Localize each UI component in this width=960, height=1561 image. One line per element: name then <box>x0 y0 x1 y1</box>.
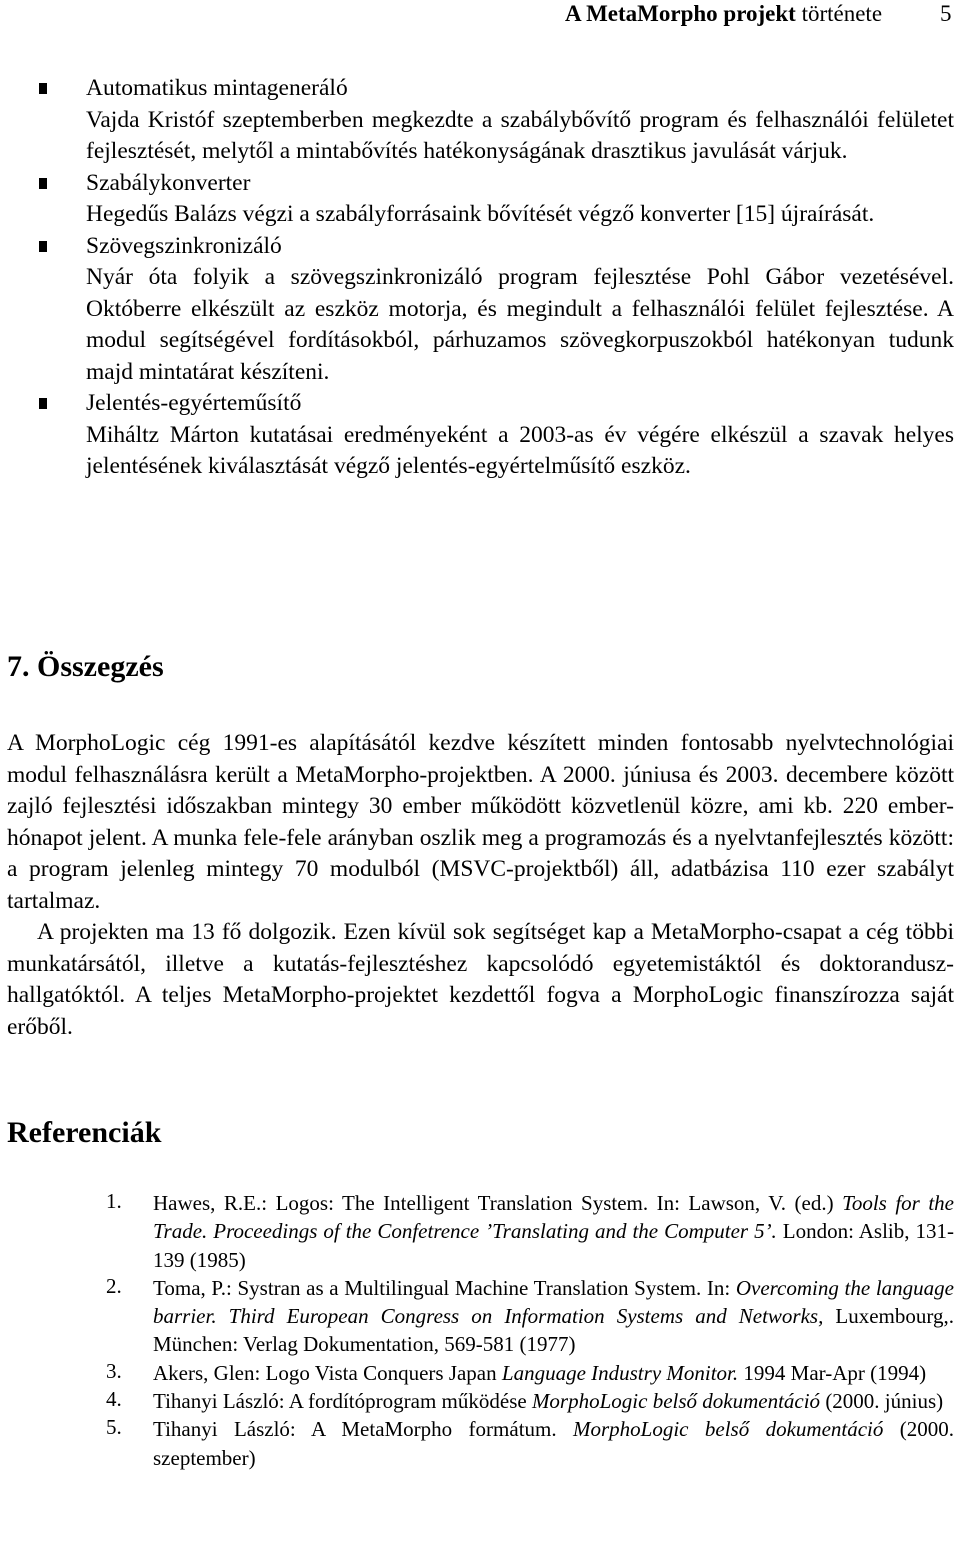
reference-text-italic: MorphoLogic belső dokumentáció <box>531 1389 821 1414</box>
reference-text-plain: Hawes, R.E.: Logos: The Intelligent Translation System. In: Lawson, V. (ed.) <box>153 1191 843 1215</box>
reference-item <box>0 1415 960 1472</box>
reference-text-italic: Tools for the Trade. Proceedings of the Confetrence ’Translating and the Computer 5’. <box>153 1191 955 1244</box>
bullet-heading: Szövegszinkronizáló <box>86 232 282 259</box>
square-bullet-icon <box>39 83 47 94</box>
bullet-text: Hegedűs Balázs végzi a szabályforrásaink bővítését végző konverter [15] újraírását. <box>86 201 875 227</box>
square-bullet-icon <box>39 241 47 252</box>
reference-text-plain: London: Aslib, 131-139 (1985) <box>153 1219 954 1272</box>
reference-text-plain: (2000. június) <box>820 1389 944 1414</box>
reference-text <box>153 1415 954 1472</box>
reference-text-plain: Luxembourg,. München: Verlag Dokumentation, 569-581 (1977) <box>153 1304 954 1357</box>
square-bullet-icon <box>39 178 47 189</box>
reference-text <box>153 1274 954 1359</box>
summary-paragraph: A projekten ma 13 fő dolgozik. Ezen kívül sok segítséget kap a MetaMorpho-csapat a cég többi munkatársától, illetve a kutatás-fejlesztéshez kapcsolódó egyetemistáktól és doktorandusz-hallgatóktól. A teljes MetaMorpho-projektet kezdettől fogva a MorphoLogic finanszírozza saját erőből. <box>7 919 954 1040</box>
reference-item <box>0 1189 960 1274</box>
reference-number: 5. <box>106 1415 122 1440</box>
bullet-list <box>0 73 960 483</box>
summary-body <box>7 728 954 1043</box>
reference-text-plain: Tihanyi László: A fordítóprogram működése <box>153 1389 532 1414</box>
reference-text-plain: Toma, P.: Systran as a Multilingual Machine Translation System. In: <box>153 1275 736 1300</box>
bullet-heading: Szabálykonverter <box>86 169 251 196</box>
running-title <box>565 1 882 27</box>
reference-text-plain: Tihanyi László: A MetaMorpho formátum. <box>153 1417 573 1442</box>
reference-number: 2. <box>106 1273 122 1298</box>
bullet-heading: Automatikus mintageneráló <box>86 75 348 101</box>
section-heading-references: Referenciák <box>7 1116 162 1149</box>
summary-paragraph: A MorphoLogic cég 1991-es alapításától kezdve készített minden fontosabb nyelvtechnológiai modul felhasználásra került a MetaMorpho-projektben. A 2000. júniusa és 2003. decembere között zajló fejlesztési időszakban mintegy 30 ember működött közvetlenül közre, ami kb. 220 ember-hónapot jelent. A munka fele-fele arányban oszlik meg a programozás és a nyelvtanfejlesztés között: a program jelenleg mintegy 70 modulból (MSVC-projektből) áll, adatbázisa 110 ezer szabályt tartalmaz. <box>7 730 954 914</box>
reference-item <box>0 1387 960 1415</box>
reference-text-italic: Overcoming the language barrier. Third European Congress on Information Systems and Networks, <box>153 1275 954 1329</box>
reference-text <box>153 1189 954 1274</box>
reference-number: 3. <box>106 1358 122 1383</box>
page-number: 5 <box>940 1 952 26</box>
bullet-item <box>0 73 960 168</box>
square-bullet-icon <box>39 398 47 409</box>
reference-text <box>153 1387 954 1415</box>
reference-item <box>0 1359 960 1387</box>
reference-text <box>153 1359 954 1387</box>
bullet-item <box>0 231 960 389</box>
reference-text-italic: MorphoLogic belső dokumentáció <box>573 1417 884 1442</box>
reference-text-plain: (2000. szeptember) <box>153 1417 954 1470</box>
bullet-item <box>0 388 960 483</box>
bullet-item <box>0 168 960 231</box>
reference-list <box>0 1189 960 1472</box>
bullet-heading: Jelentés-egyérteműsítő <box>86 390 302 416</box>
running-title-bold: A MetaMorpho projekt <box>565 1 796 26</box>
running-title-rest: története <box>801 1 883 26</box>
reference-number: 4. <box>106 1387 122 1412</box>
reference-number: 1. <box>106 1189 122 1213</box>
bullet-text: Vajda Kristóf szeptemberben megkezdte a szabálybővítő program és felhasználói felületet fejlesztését, melytől a mintabővítés hatékonyságának drasztikus javulását várjuk. <box>86 106 954 164</box>
reference-item <box>0 1274 960 1359</box>
section-heading-summary: 7. Összegzés <box>7 650 164 683</box>
bullet-text: Nyár óta folyik a szövegszinkronizáló program fejlesztése Pohl Gábor vezetésével. Októberre elkészült az eszköz motorja, és megindult a felhasználói felület fejlesztése. A modul segítségével fordításokból, párhuzamos szövegkorpuszokból hatékonyan tudunk majd mintatárat készíteni. <box>86 264 954 385</box>
page-header <box>0 0 960 30</box>
reference-text-plain: 1994 Mar-Apr (1994) <box>738 1360 927 1385</box>
bullet-text: Miháltz Márton kutatásai eredményeként a 2003-as év végére elkészül a szavak helyes jelentésének kiválasztását végző jelentés-egyértelműsítő eszköz. <box>86 421 954 479</box>
reference-text-plain: Akers, Glen: Logo Vista Conquers Japan <box>153 1360 502 1385</box>
reference-text-italic: Language Industry Monitor. <box>501 1360 739 1385</box>
